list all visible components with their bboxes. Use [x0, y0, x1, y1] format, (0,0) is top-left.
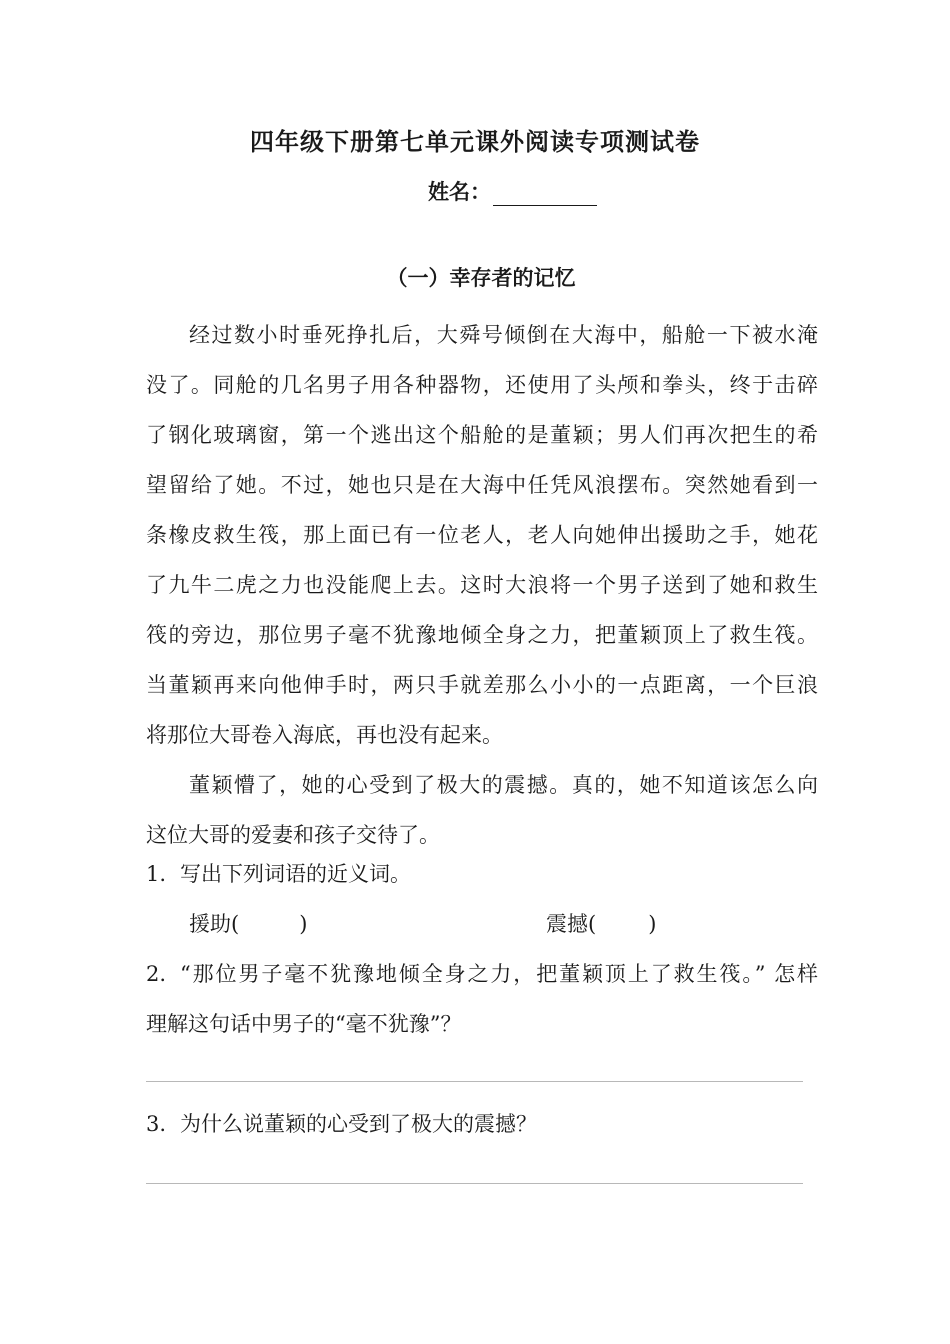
answer-line-q2[interactable]	[146, 1081, 803, 1082]
passage-line: 了钢化玻璃窗，第一个逃出这个船舱的是董颖；男人们再次把生的希	[146, 423, 818, 447]
synonym-item-left: 援助( )	[189, 912, 308, 936]
passage-line: 当董颖再来向他伸手时，两只手就差那么小小的一点距离，一个巨浪	[146, 673, 818, 697]
passage-line: 没了。同舱的几名男子用各种器物，还使用了头颅和拳头，终于击碎	[146, 373, 818, 397]
passage-line: 这位大哥的爱妻和孩子交待了。	[146, 823, 440, 847]
vocab-word: 震撼	[546, 912, 588, 936]
section-title: （一）幸存者的记忆	[386, 265, 576, 290]
question-2-continued: 理解这句话中男子的“毫不犹豫”？	[146, 1012, 462, 1036]
passage-line: 董颖懵了，她的心受到了极大的震撼。真的，她不知道该怎么向	[189, 773, 818, 797]
name-blank[interactable]	[493, 183, 597, 206]
student-name-field	[428, 176, 597, 206]
answer-line-q3[interactable]	[146, 1183, 803, 1184]
reading-passage	[146, 310, 818, 860]
passage-line: 望留给了她。不过，她也只是在大海中任凭风浪摆布。突然她看到一	[146, 473, 818, 497]
question-number: 1.	[146, 862, 167, 886]
question-number: 2.	[146, 962, 167, 986]
passage-line: 经过数小时垂死挣扎后，大舜号倾倒在大海中，船舱一下被水淹	[189, 323, 818, 347]
vocab-word: 援助	[189, 912, 231, 936]
passage-line: 条橡皮救生筏，那上面已有一位老人，老人向她伸出援助之手，她花	[146, 523, 818, 547]
question-3	[146, 1108, 818, 1138]
name-label: 姓名：	[428, 179, 491, 204]
question-text: “那位男子毫不犹豫地倾全身之力，把董颖顶上了救生筏。” 怎样	[180, 962, 818, 986]
synonym-item-right: 震撼( )	[546, 912, 657, 936]
question-text: 写出下列词语的近义词。	[180, 862, 411, 886]
passage-line: 将那位大哥卷入海底，再也没有起来。	[146, 723, 503, 747]
question-number: 3.	[146, 1112, 167, 1136]
question-text: 为什么说董颖的心受到了极大的震撼？	[180, 1112, 537, 1136]
question-1	[146, 858, 818, 888]
passage-line: 筏的旁边，那位男子毫不犹豫地倾全身之力，把董颖顶上了救生筏。	[146, 623, 818, 647]
worksheet-title: 四年级下册第七单元课外阅读专项测试卷	[250, 127, 700, 156]
passage-line: 了九牛二虎之力也没能爬上去。这时大浪将一个男子送到了她和救生	[146, 573, 818, 597]
question-2	[146, 958, 818, 988]
